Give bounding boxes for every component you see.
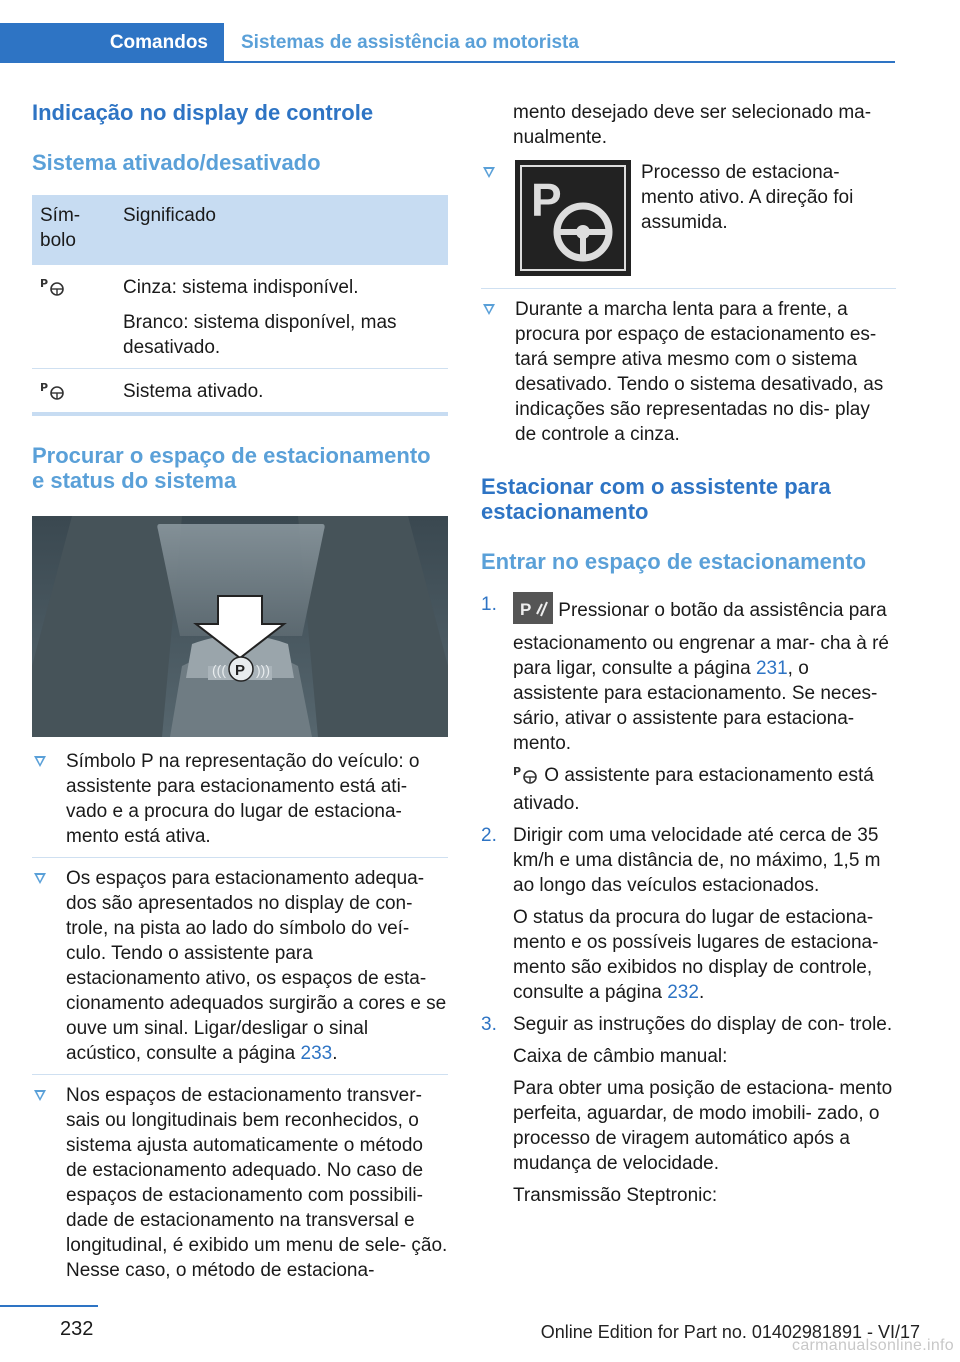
- chapter-tab[interactable]: Comandos: [0, 23, 224, 63]
- header-rule: [0, 61, 895, 63]
- list-item: P Processo de estaciona‐ mento ativo. A direção foi assumida.: [481, 160, 896, 289]
- table-header-meaning: Significado: [115, 195, 448, 265]
- table-header-symbol: Sím‐ bolo: [32, 195, 115, 265]
- list-item: 1. P Pressionar o botão da assistência para estacionamento ou engrenar a mar‐ cha à ré para ligar, consulte a página 231, o assistente para estacionamento. Se neces‐ sário, ativar o assistente para estaciona‐ mento. P O assistente para estacionamento está ativado.: [481, 592, 896, 816]
- svg-text:P: P: [235, 662, 246, 679]
- table-row: [32, 369, 448, 415]
- list-item: Durante a marcha lenta para a frente, a procura por espaço de estacionamento es‐ tará sempre ativa mesmo com o sistema desativado. Tendo o sistema desativado, as indicações são representadas no dis‐ play de controle a cinza.: [481, 297, 896, 447]
- park-assist-active-icon: [513, 764, 539, 791]
- page-number: 232: [60, 1318, 94, 1340]
- symbol-table: [32, 195, 448, 416]
- parking-display-illustration: [32, 516, 448, 737]
- page-link-231[interactable]: 231: [755, 658, 788, 679]
- white-meaning: Branco: sistema disponível, mas desativado.: [123, 312, 397, 358]
- left-column: [32, 100, 448, 1283]
- watermark: carmanualsonline.info: [792, 1337, 954, 1354]
- page-header: [0, 23, 895, 63]
- svg-text:P: P: [531, 174, 562, 226]
- steps-list: [481, 592, 896, 1208]
- parking-steering-icon: [515, 160, 631, 276]
- page-link-232[interactable]: 232: [667, 982, 699, 1003]
- footer-rule: [0, 1305, 98, 1307]
- heading-system-status: Sistema ativado/desativado: [32, 150, 321, 175]
- edition-text: Online Edition for Part no. 01402981891 - VI/17: [540, 1322, 920, 1342]
- step2-note: O status da procura do lugar de estaciona‐ mento e os possíveis lugares de estaciona‐ mento são exibidos no display de controle, consulte a página 232.: [513, 907, 879, 1003]
- parking-display-graphic: [32, 516, 448, 737]
- svg-text:(((: (((: [212, 662, 226, 678]
- active-meaning: Sistema ativado.: [123, 381, 264, 402]
- svg-text:P: P: [40, 381, 49, 394]
- list-item: 3. Seguir as instruções do display de con‐ trole. Caixa de câmbio manual: Para obter uma posição de estaciona‐ mento perfeita, aguardar, de modo imobili‐ zado, o processo de viragem automático após a mudança de velocidade. Transmissão Steptronic:: [481, 1014, 893, 1206]
- right-column: [481, 100, 896, 1208]
- list-item: Os espaços para estacionamento adequa‐ dos são apresentados no display de con‐ trole, na pista ao lado do símbolo do veí‐ culo. Tendo o assistente para estacionamento ativo, os espaços de esta‐ cionamento adequados surgirão a cores e se ouve um sinal. Ligar/desligar o sinal acústico, consulte a página 233.: [32, 866, 448, 1075]
- step1-note: P O assistente para estacionamento está ativado.: [513, 765, 874, 814]
- section-tab[interactable]: Sistemas de assistência ao motorista: [241, 32, 579, 53]
- status-bullets: [32, 749, 448, 1283]
- svg-text:P: P: [520, 600, 532, 619]
- list-item: 2. Dirigir com uma velocidade até cerca de 35 km/h e uma distância de, no máximo, 1,5 m ao longo das veículos estacionados. O status da procura do lugar de estaciona‐ mento e os possíveis lugares de estaciona‐ mento são exibidos no display de controle, consulte a página 232.: [481, 823, 896, 1005]
- svg-text:))): ))): [256, 662, 270, 678]
- heading-search-space: Procurar o espaço de estacionamento e status do sistema: [32, 443, 431, 493]
- svg-text:P: P: [513, 765, 522, 778]
- list-item: Símbolo P na representação do veículo: o assistente para estacionamento está ati‐ vado e a procura do lugar de estaciona‐ mento está ativa.: [32, 749, 448, 858]
- list-item: Nos espaços de estacionamento transver‐ sais ou longitudinais bem reconhecidos, o sistema ajusta automaticamente o método de estacionamento adequado. No caso de espaços de estacionamento com possibili‐ dade de estacionamento na transversal e longitudinal, é exibido um menu de sele‐ ção. Nesse caso, o método de estaciona‐: [32, 1083, 448, 1283]
- continued-text: mento desejado deve ser selecionado ma‐ nualmente.: [513, 102, 872, 148]
- heading-enter-space: Entrar no espaço de estacionamento: [481, 549, 867, 574]
- table-row: [32, 265, 448, 369]
- heading-park-assistant: Estacionar com o assistente para estacionamento: [481, 474, 831, 524]
- gray-meaning: Cinza: sistema indisponível.: [123, 277, 359, 298]
- page-link-233[interactable]: 233: [300, 1043, 333, 1064]
- park-assist-gray-icon: [32, 265, 115, 369]
- heading-display: Indicação no display de controle: [32, 100, 374, 125]
- park-assist-button-icon: [513, 592, 553, 631]
- svg-text:P: P: [40, 277, 49, 290]
- right-bullets: [481, 160, 896, 447]
- park-assist-active-icon: [32, 369, 115, 415]
